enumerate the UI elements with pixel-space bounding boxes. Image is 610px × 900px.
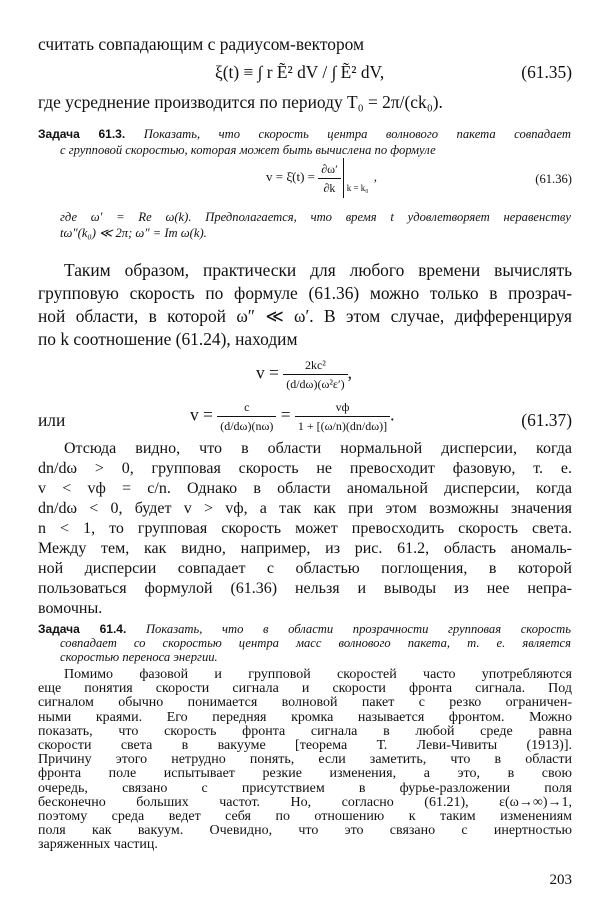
text-line: считать совпадающим с радиусом-вектором: [38, 34, 365, 54]
text-line: еще понятия скорости сигнала и скорости фронта сигнала. Под: [38, 681, 572, 697]
text-line: пользоваться формулой (61.36) нельзя и выводы из нее непра-: [38, 580, 572, 597]
equation-61-37: [190, 400, 394, 433]
text-line: показать, что скорость фронта сигнала в любой среде равна: [38, 723, 572, 739]
eq-tail: ,: [347, 362, 352, 383]
eq-denominator: 1 + [(ω/n)(dn/dω)]: [297, 419, 388, 433]
eq-numerator: vф: [295, 400, 390, 417]
text-line: dn/dω < 0, будет v > vф, а так как при этом возможны значения: [38, 500, 572, 517]
text-line: по k соотношение (61.24), находим: [38, 329, 298, 349]
task-61-4-line2: [60, 636, 571, 651]
text-line: поэтому среда ведет себя по отношению к таким изменениям: [38, 809, 572, 824]
eq-lhs: v = ξ̇(t) =: [266, 168, 315, 184]
text-or: или: [38, 410, 66, 430]
text-line: n < 1, то групповая скорость может превосходить скорость света.: [38, 520, 572, 537]
eq-numerator: ∂ω′: [318, 162, 340, 179]
eq-equals: =: [280, 404, 291, 425]
text-line: v < vф = c/n. Однако в области аномальной дисперсии, когда: [38, 480, 572, 497]
task-61-3-note1: [60, 210, 571, 225]
evaluation-bar: [343, 158, 374, 198]
text-line: Причину этого нетрудно понять, если заметить, что в области: [38, 752, 572, 768]
text-line: фронта поле испытывает резкие изменения, а это, в свою: [38, 766, 572, 782]
task-61-4-line1: [38, 622, 571, 637]
task-label: Задача 61.3.: [38, 127, 126, 141]
eq-numerator: 2kc²: [283, 358, 347, 375]
text-line: где усреднение производится по периоду T₀ = 2π/(ck₀).: [38, 92, 443, 112]
fraction: [283, 358, 347, 391]
task-text: скоростью переноса энергии.: [60, 650, 218, 664]
eq-denominator: (d/dω)(nω): [220, 419, 274, 433]
text-line: заряженных частиц.: [38, 837, 158, 853]
equation-number: (61.35): [521, 62, 572, 82]
text-line: скорости света в вакууме [теорема Т. Леви-Чивиты (1913)].: [38, 738, 572, 753]
fraction: [217, 400, 276, 433]
text-line: ной дисперсии совпадает с областью поглощения, в которой: [38, 560, 572, 577]
task-61-4-line3: [60, 650, 218, 665]
eq-lhs: v =: [190, 404, 213, 425]
equation-61-36: [266, 158, 377, 198]
fraction: [295, 400, 390, 433]
text-line: очередь, связано с присутствием в фурье-разложении поля: [38, 780, 572, 796]
page-number: 203: [549, 872, 572, 888]
task-61-3-note2: [60, 226, 207, 241]
fraction: [318, 162, 340, 195]
eq-numerator: c: [217, 400, 276, 417]
text-line: ной области, в которой ω″ ≪ ω′. В этом случае, дифференцируя: [38, 306, 572, 326]
text-line: Помимо фазовой и групповой скоростей часто употребляются: [64, 667, 572, 682]
text-line: бесконечно больших частот. Но, согласно (61.21), ε(ω→∞)→1,: [38, 794, 572, 810]
task-text: Показать, что в области прозрачности групповая скорость: [145, 622, 571, 636]
task-61-3-line2: [60, 143, 436, 158]
text-line: вомочны.: [38, 600, 103, 617]
text-line: поля как вакуум. Очевидно, что это связано с инертностью: [38, 823, 572, 839]
text-line: сигналом обычно понимается волновой пакет с резко ограничен-: [38, 695, 572, 711]
equation-group-velocity: [256, 358, 352, 391]
eq-subscript: k = k₀: [346, 183, 369, 193]
text-line: групповую скорость по формуле (61.36) можно только в прозрач-: [38, 283, 572, 303]
task-text: с групповой скоростью, которая может быть вычислена по формуле: [60, 143, 436, 157]
eq-tail: ,: [373, 168, 377, 184]
equation-number: (61.37): [521, 410, 572, 430]
equation-61-35: ξ(t) ≡ ∫ r Ẽ² dV / ∫ Ẽ² dV,: [215, 62, 385, 82]
text-line: Отсюда видно, что в области нормальной дисперсии, когда: [64, 440, 572, 457]
text-line: dn/dω > 0, групповая скорость не превосходит фазовую, т. е.: [38, 460, 572, 477]
eq-tail: .: [390, 404, 395, 425]
equation-number: (61.36): [535, 172, 572, 186]
task-61-3-line1: [38, 127, 571, 142]
task-text: совпадает со скоростью центра масс волнового пакета, т. е. является: [60, 636, 571, 650]
task-label: Задача 61.4.: [38, 622, 127, 636]
task-note: где ω′ = Re ω(k). Предполагается, что время t удовлетворяет неравенству: [60, 210, 571, 224]
task-text: Показать, что скорость центра волнового пакета совпадает: [143, 127, 571, 141]
eq-denominator: ∂k: [323, 180, 336, 195]
text-line: Таким образом, практически для любого времени вычислять: [64, 260, 572, 280]
eq-denominator: (d/dω)(ω²ε′): [286, 377, 345, 391]
text-line: Между тем, как видно, например, из рис. 61.2, область аномаль-: [38, 540, 572, 557]
task-note: tω″(k₀) ≪ 2π; ω″ = Im ω(k).: [60, 226, 207, 240]
text-line: ными краями. Его передняя кромка называется фронтом. Можно: [38, 709, 572, 725]
eq-lhs: v =: [256, 362, 279, 383]
